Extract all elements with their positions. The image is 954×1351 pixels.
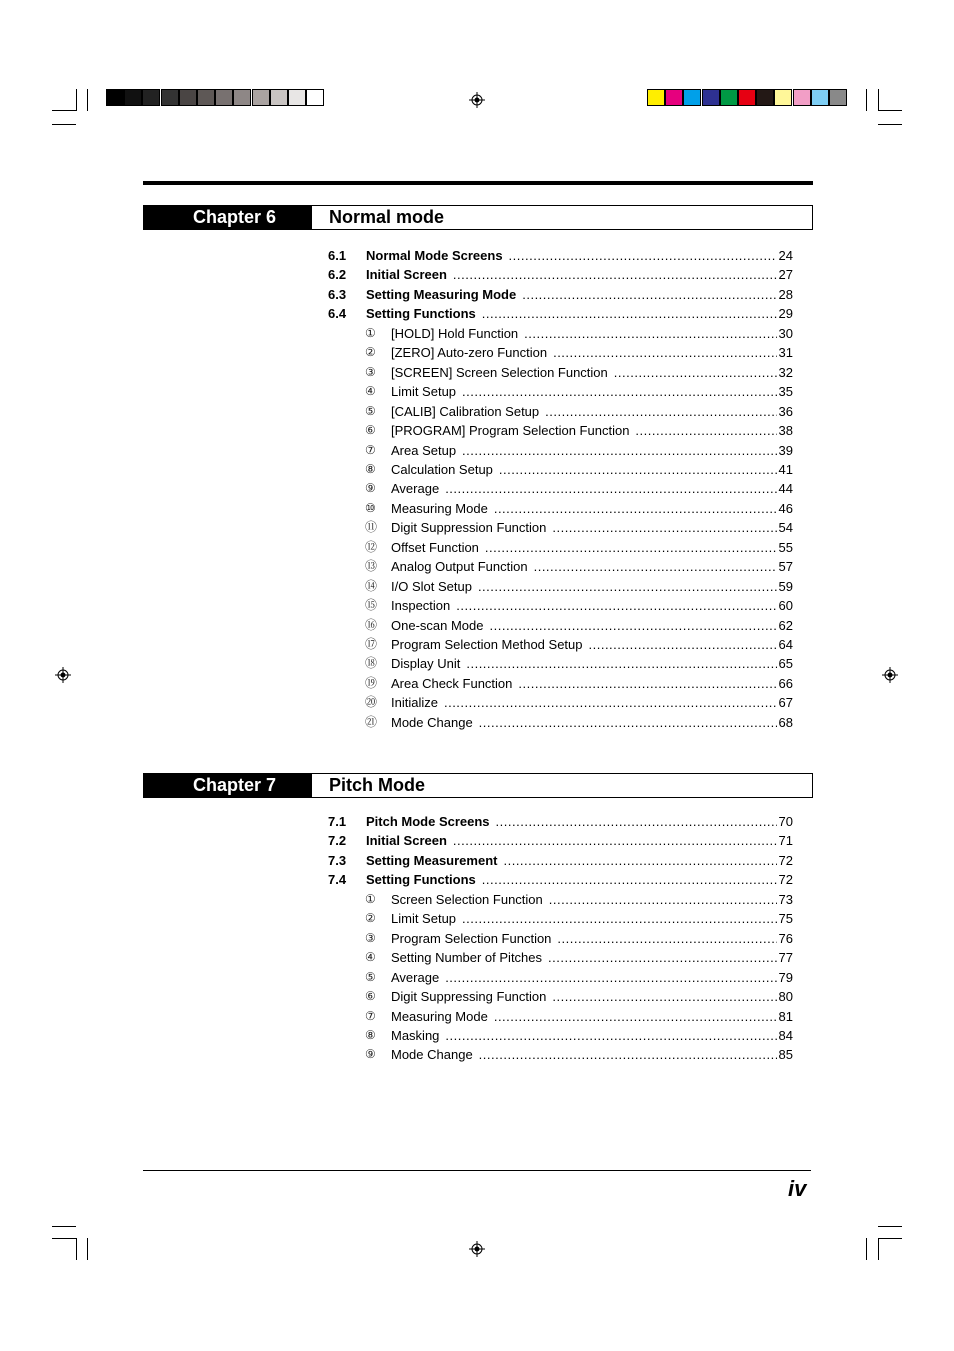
circled-number: ④	[365, 950, 376, 965]
leader-dots	[478, 577, 777, 596]
leader-dots	[485, 538, 777, 557]
section-title: Setting Measuring Mode	[366, 286, 517, 302]
toc-subsection-row[interactable]	[328, 948, 793, 967]
subsection-title: Measuring Mode	[391, 1008, 488, 1024]
page-ref: 35	[778, 384, 793, 400]
page-ref: 30	[778, 325, 793, 341]
toc-subsection-row[interactable]	[328, 929, 793, 948]
subsection-title: One-scan Mode	[391, 617, 484, 633]
page-number: iv	[788, 1176, 807, 1201]
subsection-title: Display Unit	[391, 656, 461, 672]
section-title: Initial Screen	[366, 833, 447, 849]
section-title: Normal Mode Screens	[366, 248, 503, 263]
chapter-6-title: Normal mode	[311, 205, 813, 230]
footer-rule	[143, 1170, 811, 1171]
leader-dots	[445, 1026, 776, 1045]
circled-number: ⑨	[365, 1047, 376, 1062]
leader-dots	[453, 831, 777, 850]
circled-number: ⑦	[365, 442, 376, 457]
subsection-title: Screen Selection Function	[391, 891, 543, 907]
leader-dots	[444, 693, 777, 712]
subsection-title: [PROGRAM] Program Selection Function	[391, 423, 630, 439]
toc-subsection-row[interactable]	[328, 654, 793, 673]
circled-number: ⑥	[365, 989, 376, 1004]
page-ref: 65	[778, 656, 793, 672]
page-ref: 39	[778, 442, 793, 458]
circled-number: ⑬	[365, 559, 378, 574]
leader-dots	[462, 909, 776, 928]
circled-number: ⑧	[365, 461, 376, 476]
subsection-title: I/O Slot Setup	[391, 578, 472, 594]
page-ref: 27	[778, 267, 793, 283]
subsection-title: Inspection	[391, 598, 451, 614]
circled-number: ⑰	[365, 637, 378, 651]
color-swatch	[665, 89, 683, 106]
toc-subsection-row[interactable]	[328, 1007, 793, 1026]
page-ref: 71	[778, 833, 793, 849]
page-ref: 60	[778, 598, 793, 614]
circled-number: ⑥	[365, 423, 376, 438]
leader-dots	[445, 479, 776, 498]
leader-dots	[522, 285, 776, 304]
page-ref: 64	[778, 637, 793, 652]
subsection-title: Mode Change	[391, 1047, 473, 1063]
toc-subsection-row[interactable]	[328, 343, 793, 362]
page-ref: 62	[778, 617, 793, 633]
page-ref: 29	[778, 306, 793, 322]
subsection-title: Initialize	[391, 695, 438, 711]
section-title: Pitch Mode Screens	[366, 814, 490, 829]
circled-number: ④	[365, 384, 376, 399]
circled-number: ⑭	[365, 578, 378, 593]
subsection-title: Digit Suppressing Function	[391, 989, 547, 1005]
subsection-title: Mode Change	[391, 714, 473, 730]
chapter-6-label: Chapter 6	[143, 205, 311, 230]
leader-dots	[545, 402, 776, 421]
subsection-title: Area Setup	[391, 442, 457, 458]
toc-section-row[interactable]	[328, 870, 793, 889]
gray-swatch	[161, 89, 179, 106]
leader-dots	[557, 929, 776, 948]
section-number: 7.2	[328, 833, 347, 849]
page-ref: 57	[778, 559, 793, 575]
leader-dots	[482, 870, 777, 889]
section-number: 6.4	[328, 306, 347, 322]
page-ref: 81	[778, 1008, 793, 1024]
circled-number: ⑳	[365, 695, 378, 710]
gray-swatch	[252, 89, 270, 106]
gray-swatch	[306, 89, 324, 106]
color-swatch	[811, 89, 829, 106]
color-swatch	[720, 89, 738, 106]
leader-dots	[503, 851, 776, 870]
page-ref: 75	[778, 911, 793, 927]
page-ref: 38	[778, 423, 793, 439]
gray-swatch	[142, 89, 160, 106]
circled-number: ⑱	[365, 656, 378, 671]
page-ref: 59	[778, 578, 793, 594]
toc-subsection-row[interactable]	[328, 324, 793, 343]
color-swatch	[683, 89, 701, 106]
gray-swatch	[197, 89, 215, 106]
page-ref: 79	[778, 969, 793, 985]
page-ref: 77	[778, 950, 793, 966]
toc-section-row[interactable]	[328, 812, 793, 831]
page-ref: 80	[778, 989, 793, 1005]
registration-target-icon	[882, 667, 898, 683]
toc-subsection-row[interactable]	[328, 616, 793, 635]
registration-target-icon	[55, 667, 71, 683]
toc-subsection-row[interactable]	[328, 674, 793, 693]
leader-dots	[456, 596, 776, 615]
toc-subsection-row[interactable]	[328, 402, 793, 421]
leader-dots	[549, 890, 777, 909]
page-ref: 85	[778, 1047, 793, 1063]
section-number: 6.1	[328, 248, 347, 263]
toc-section-row[interactable]	[328, 304, 793, 323]
registration-target-icon	[469, 1241, 485, 1257]
toc-subsection-row[interactable]	[328, 987, 793, 1006]
section-number: 7.1	[328, 814, 347, 829]
section-title: Setting Measurement	[366, 852, 498, 868]
page-ref: 73	[778, 891, 793, 907]
circled-number: ①	[365, 325, 376, 340]
page-ref: 72	[778, 872, 793, 888]
circled-number: ③	[365, 364, 376, 379]
subsection-title: Limit Setup	[391, 384, 457, 400]
circled-number: ②	[365, 911, 376, 926]
page-ref: 66	[778, 675, 793, 691]
circled-number: ㉑	[365, 714, 378, 729]
color-swatch	[829, 89, 847, 106]
leader-dots	[534, 557, 777, 576]
chapter-7-label: Chapter 7	[143, 773, 311, 798]
color-swatch	[738, 89, 756, 106]
circled-number: ⑮	[365, 598, 378, 613]
leader-dots	[462, 382, 776, 401]
toc-subsection-row[interactable]	[328, 479, 793, 498]
toc-subsection-row[interactable]	[328, 538, 793, 557]
circled-number: ⑪	[365, 520, 378, 535]
subsection-title: Calculation Setup	[391, 461, 493, 477]
color-swatch	[793, 89, 811, 106]
toc-subsection-row[interactable]	[328, 693, 793, 712]
circled-number: ③	[365, 930, 376, 945]
toc-subsection-row[interactable]	[328, 596, 793, 615]
page-ref: 70	[778, 814, 793, 829]
subsection-title: Measuring Mode	[391, 500, 488, 516]
page-ref: 54	[778, 520, 793, 536]
page-ref: 36	[778, 403, 793, 419]
toc-section-row[interactable]	[328, 831, 793, 850]
page-ref: 32	[778, 364, 793, 380]
leader-dots	[445, 968, 776, 987]
color-swatch	[774, 89, 792, 106]
circled-number: ⑫	[365, 539, 378, 554]
page-ref: 84	[778, 1027, 793, 1043]
leader-dots	[462, 441, 776, 460]
leader-dots	[635, 421, 776, 440]
page-ref: 24	[778, 248, 793, 263]
subsection-title: Digit Suppression Function	[391, 520, 547, 536]
leader-dots	[518, 674, 776, 693]
leader-dots	[466, 654, 776, 673]
toc-subsection-row[interactable]	[328, 460, 793, 479]
toc-section-row[interactable]	[328, 851, 793, 870]
leader-dots	[479, 713, 777, 732]
page-ref: 68	[778, 714, 793, 730]
page-ref: 46	[778, 500, 793, 516]
subsection-title: [CALIB] Calibration Setup	[391, 403, 540, 419]
toc-subsection-row[interactable]	[328, 363, 793, 382]
toc-subsection-row[interactable]	[328, 557, 793, 576]
section-title: Setting Functions	[366, 872, 476, 888]
section-number: 6.3	[328, 286, 347, 302]
leader-dots	[614, 363, 777, 382]
gray-swatch	[215, 89, 233, 106]
registration-target-icon	[469, 92, 485, 108]
top-rule	[143, 181, 813, 185]
color-swatch	[647, 89, 665, 106]
leader-dots	[453, 265, 777, 284]
subsection-title: Analog Output Function	[391, 559, 528, 575]
toc-section-row[interactable]	[328, 285, 793, 304]
circled-number: ①	[365, 891, 376, 906]
leader-dots	[553, 343, 776, 362]
page-ref: 31	[778, 345, 793, 361]
toc-subsection-row[interactable]	[328, 1026, 793, 1045]
gray-swatch	[124, 89, 142, 106]
gray-swatch	[288, 89, 306, 106]
leader-dots	[589, 635, 777, 654]
section-number: 7.4	[328, 872, 347, 888]
toc-section-row[interactable]	[328, 265, 793, 284]
color-swatch	[702, 89, 720, 106]
subsection-title: Program Selection Method Setup	[391, 637, 583, 652]
gray-swatch	[106, 89, 124, 106]
circled-number: ⑤	[365, 403, 376, 418]
toc-subsection-row[interactable]	[328, 1045, 793, 1064]
leader-dots	[499, 460, 777, 479]
circled-number: ⑦	[365, 1008, 376, 1023]
subsection-title: Setting Number of Pitches	[391, 950, 543, 966]
subsection-title: [ZERO] Auto-zero Function	[391, 345, 548, 361]
section-title: Initial Screen	[366, 267, 447, 283]
toc-section-row[interactable]	[328, 246, 793, 265]
leader-dots	[494, 499, 777, 518]
circled-number: ⑨	[365, 481, 376, 496]
toc-subsection-row[interactable]	[328, 441, 793, 460]
circled-number: ⑲	[365, 675, 378, 690]
page-ref: 44	[778, 481, 793, 497]
toc-subsection-row[interactable]	[328, 382, 793, 401]
circled-number: ⑤	[365, 969, 376, 984]
gray-swatch	[270, 89, 288, 106]
page-ref: 72	[778, 852, 793, 868]
toc-subsection-row[interactable]	[328, 421, 793, 440]
toc-subsection-row[interactable]	[328, 890, 793, 909]
chapter-7-title: Pitch Mode	[311, 773, 813, 798]
circled-number: ②	[365, 345, 376, 360]
toc-subsection-row[interactable]	[328, 635, 793, 654]
page-ref: 28	[778, 286, 793, 302]
leader-dots	[552, 987, 776, 1006]
leader-dots	[479, 1045, 777, 1064]
page-ref: 55	[778, 539, 793, 555]
subsection-title: Offset Function	[391, 539, 479, 555]
circled-number: ⑧	[365, 1027, 376, 1042]
page-ref: 41	[778, 461, 793, 477]
leader-dots	[509, 246, 777, 265]
toc-subsection-row[interactable]	[328, 518, 793, 537]
leader-dots	[482, 304, 777, 323]
section-number: 7.3	[328, 852, 347, 868]
toc-subsection-row[interactable]	[328, 909, 793, 928]
gray-swatch	[179, 89, 197, 106]
toc-subsection-row[interactable]	[328, 577, 793, 596]
section-title: Setting Functions	[366, 306, 476, 322]
circled-number: ⑩	[365, 500, 376, 515]
subsection-title: [HOLD] Hold Function	[391, 325, 519, 341]
subsection-title: [SCREEN] Screen Selection Function	[391, 364, 608, 380]
circled-number: ⑯	[365, 617, 378, 632]
leader-dots	[490, 616, 777, 635]
leader-dots	[524, 324, 776, 343]
page-ref: 67	[778, 695, 793, 711]
section-number: 6.2	[328, 267, 347, 283]
subsection-title: Program Selection Function	[391, 930, 552, 946]
subsection-title: Limit Setup	[391, 911, 457, 927]
leader-dots	[552, 518, 776, 537]
toc-subsection-row[interactable]	[328, 968, 793, 987]
toc-subsection-row[interactable]	[328, 713, 793, 732]
subsection-title: Area Check Function	[391, 675, 513, 691]
gray-swatch	[233, 89, 251, 106]
leader-dots	[548, 948, 777, 967]
subsection-title: Average	[391, 969, 440, 985]
page-ref: 76	[778, 930, 793, 946]
toc-subsection-row[interactable]	[328, 499, 793, 518]
leader-dots	[496, 812, 777, 831]
subsection-title: Masking	[391, 1027, 440, 1043]
leader-dots	[494, 1007, 777, 1026]
subsection-title: Average	[391, 481, 440, 497]
color-swatch	[756, 89, 774, 106]
